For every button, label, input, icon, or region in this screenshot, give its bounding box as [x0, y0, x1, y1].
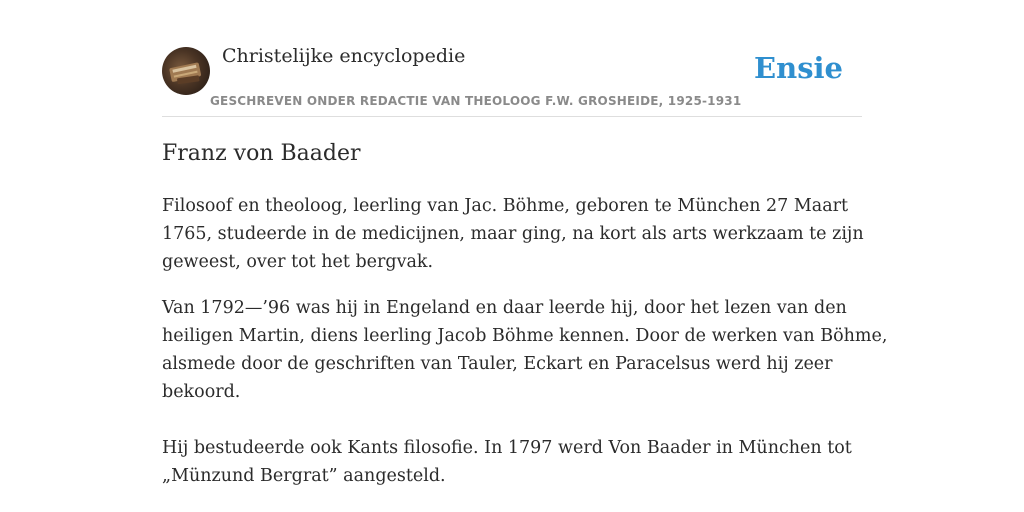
paragraph [162, 434, 862, 490]
paragraph-gap [162, 406, 862, 434]
paragraph [162, 294, 888, 406]
book-photo-icon[interactable] [162, 47, 210, 95]
paragraph-line: Hij bestudeerde ook Kants filosofie. In 1797 werd Von Baader in München tot [162, 438, 852, 458]
paragraph-line: alsmede door de geschriften van Tauler, Eckart en Paracelsus werd hij zeer [162, 354, 833, 374]
paragraph [162, 192, 862, 276]
site-header [162, 0, 862, 117]
paragraph-line: Filosoof en theoloog, leerling van Jac. Böhme, geboren te München 27 Maart [162, 196, 849, 216]
article-title: Franz von Baader [162, 141, 361, 166]
article-body [162, 192, 888, 490]
paragraph-line: geweest, over tot het bergvak. [162, 252, 434, 272]
ensie-logo[interactable]: Ensie [754, 51, 843, 85]
paragraph-line: 1765, studeerde in de medicijnen, maar ging, na kort als arts werkzaam te zijn [162, 224, 864, 244]
paragraph-line: Van 1792—’96 was hij in Engeland en daar leerde hij, door het lezen van den [162, 298, 847, 318]
paragraph-line: bekoord. [162, 382, 241, 402]
paragraph-line: „Münzund Bergrat” aangesteld. [162, 466, 446, 486]
paragraph-line: heiligen Martin, diens leerling Jacob Böhme kennen. Door de werken van Böhme, [162, 326, 888, 346]
site-subtitle: GESCHREVEN ONDER REDACTIE VAN THEOLOOG F.W. GROSHEIDE, 1925-1931 [210, 94, 742, 108]
site-name[interactable]: Christelijke encyclopedie [222, 45, 466, 67]
